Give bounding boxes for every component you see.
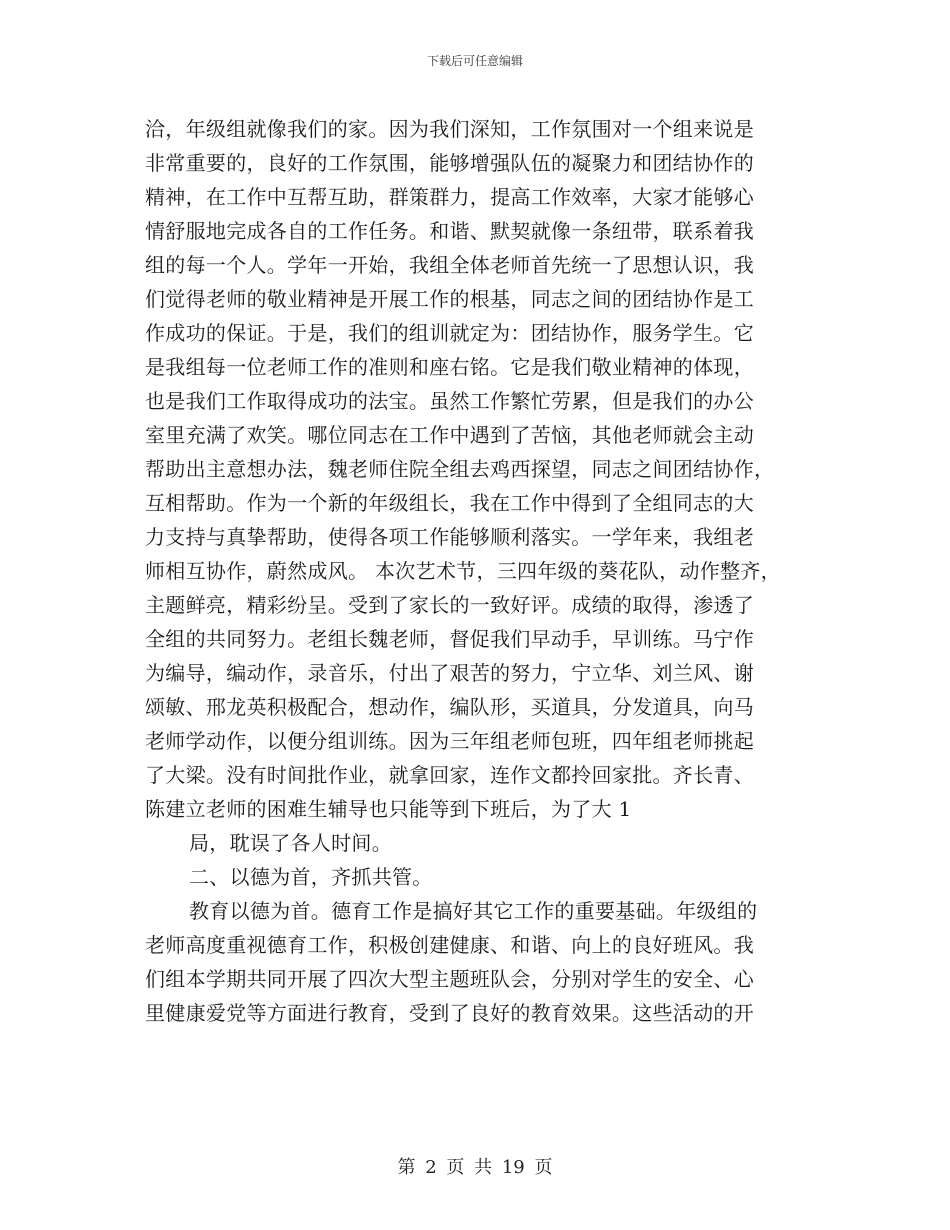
text-line: 帮助出主意想办法，魏老师住院全组去鸡西探望，同志之间团结协作， bbox=[145, 457, 775, 481]
section-heading: 二、以德为首，齐抓共管。 bbox=[189, 865, 433, 889]
text-line: 也是我们工作取得成功的法宝。虽然工作繁忙劳累，但是我们的办公 bbox=[145, 389, 754, 413]
text-line: 互相帮助。作为一个新的年级组长，我在工作中得到了全组同志的大 bbox=[145, 491, 754, 515]
text-line: 是我组每一位老师工作的准则和座右铭。它是我们敬业精神的体现， bbox=[145, 355, 754, 379]
document-body bbox=[145, 112, 805, 1030]
text-line: 情舒服地完成各自的工作任务。和谐、默契就像一条纽带，联系着我 bbox=[145, 219, 754, 243]
text-line: 老师学动作，以便分组训练。因为三年组老师包班，四年组老师挑起 bbox=[145, 729, 754, 753]
text-line: 力支持与真挚帮助，使得各项工作能够顺利落实。一学年来，我组老 bbox=[145, 525, 754, 549]
text-line: 了大梁。没有时间批作业，就拿回家，连作文都拎回家批。齐长青、 bbox=[145, 763, 754, 787]
text-line: 老师高度重视德育工作，积极创建健康、和谐、向上的良好班风。我 bbox=[145, 933, 754, 957]
text-line: 作成功的保证。于是，我们的组训就定为：团结协作，服务学生。它 bbox=[145, 321, 754, 345]
text-line: 组的每一个人。学年一开始，我组全体老师首先统一了思想认识，我 bbox=[145, 253, 754, 277]
text-line: 们组本学期共同开展了四次大型主题班队会，分别对学生的安全、心 bbox=[145, 967, 754, 991]
text-line: 主题鲜亮，精彩纷呈。受到了家长的一致好评。成绩的取得，渗透了 bbox=[145, 593, 754, 617]
text-line: 室里充满了欢笑。哪位同志在工作中遇到了苦恼，其他老师就会主动 bbox=[145, 423, 754, 447]
text-line: 精神，在工作中互帮互助，群策群力，提高工作效率，大家才能够心 bbox=[145, 185, 754, 209]
text-line: 非常重要的，良好的工作氛围，能够增强队伍的凝聚力和团结协作的 bbox=[145, 151, 754, 175]
text-line: 为编导，编动作，录音乐，付出了艰苦的努力，宁立华、刘兰风、谢 bbox=[145, 661, 754, 685]
text-line: 洽，年级组就像我们的家。因为我们深知，工作氛围对一个组来说是 bbox=[145, 117, 754, 141]
text-line: 里健康爱党等方面进行教育，受到了良好的教育效果。这些活动的开 bbox=[145, 1001, 754, 1025]
text-line: 师相互协作，蔚然成风。 本次艺术节，三四年级的葵花队，动作整齐， bbox=[145, 559, 781, 583]
text-line: 教育以德为首。德育工作是搞好其它工作的重要基础。年级组的 bbox=[189, 899, 758, 923]
page-header: 下载后可任意编辑 bbox=[426, 54, 523, 68]
text-line: 全组的共同努力。老组长魏老师，督促我们早动手，早训练。马宁作 bbox=[145, 627, 754, 651]
text-line: 颂敏、邢龙英积极配合，想动作，编队形，买道具，分发道具，向马 bbox=[145, 695, 754, 719]
text-line: 们觉得老师的敬业精神是开展工作的根基，同志之间的团结协作是工 bbox=[145, 287, 754, 311]
text-line: 陈建立老师的困难生辅导也只能等到下班后，为了大 1 bbox=[145, 797, 632, 821]
text-line: 局，耽误了各人时间。 bbox=[189, 831, 392, 855]
page-number-footer: 第 2 页 共 19 页 bbox=[397, 1157, 553, 1178]
